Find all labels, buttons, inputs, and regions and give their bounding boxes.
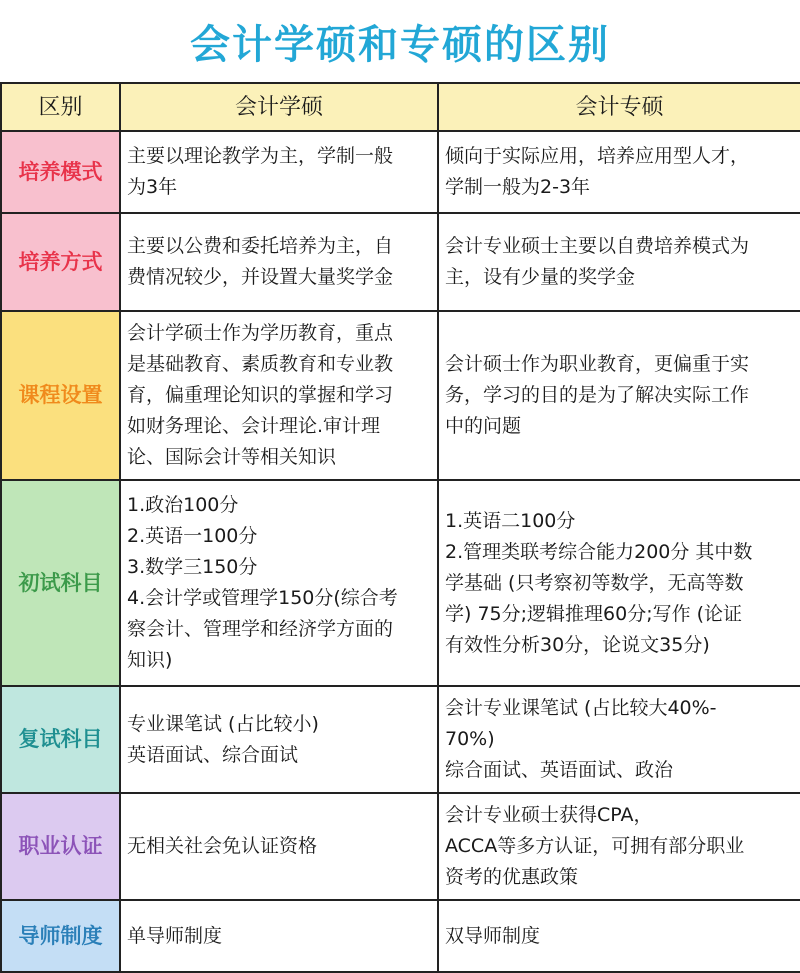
cell-text-line: 会计专业硕士获得CPA， [445, 804, 653, 826]
table-row-retest-subjects [1, 686, 800, 793]
table-row-curriculum [1, 311, 800, 480]
cell-text-line: 综合面试、英语面试、政治 [445, 759, 674, 781]
cell-text-line: 费情况较少，并设置大量奖学金 [127, 266, 394, 288]
cell-text-line: 察会计、管理学和经济学方面的 [127, 618, 394, 640]
table-header-row [1, 83, 800, 131]
cell-academic [120, 131, 438, 213]
header-professional-column: 会计专硕 [438, 83, 800, 131]
cell-text-line: 无相关社会免认证资格 [127, 835, 318, 857]
cell-text-line: 资考的优惠政策 [445, 866, 579, 888]
cell-academic [120, 686, 438, 793]
cell-academic [120, 480, 438, 686]
cell-academic [120, 793, 438, 900]
cell-text-line: 专业课笔试 (占比较小) [127, 712, 319, 735]
row-label: 培养模式 [1, 131, 120, 213]
cell-text-line: 主要以公费和委托培养为主，自 [127, 235, 394, 257]
cell-text-line: 2.管理类联考综合能力200分 其中数 [445, 540, 753, 563]
cell-professional [438, 900, 800, 972]
cell-text-line: 会计专业硕士主要以自费培养模式为 [445, 235, 750, 257]
cell-text-line: 学) 75分;逻辑推理60分;写作 (论证 [445, 602, 743, 625]
cell-text-line: 务，学习的目的是为了解决实际工作 [445, 384, 750, 406]
cell-text-line: 育，偏重理论知识的掌握和学习 [127, 384, 394, 406]
cell-academic [120, 311, 438, 480]
row-label: 初试科目 [1, 480, 120, 686]
cell-text-line: 知识) [127, 649, 173, 671]
cell-text-line: 有效性分析30分，论说文35分) [445, 633, 710, 656]
cell-professional [438, 213, 800, 311]
cell-professional [438, 686, 800, 793]
cell-text-line: 会计专业课笔试 (占比较大40%- [445, 697, 717, 719]
comparison-table [0, 82, 800, 973]
cell-text-line: 中的问题 [445, 415, 522, 437]
row-label: 课程设置 [1, 311, 120, 480]
cell-text-line: 单导师制度 [127, 924, 223, 947]
cell-text-line: 1.英语二100分 [445, 509, 576, 532]
cell-professional [438, 311, 800, 480]
cell-text-line: 3.数学三150分 [127, 556, 258, 578]
cell-text-line: ACCA等多方认证，可拥有部分职业 [445, 835, 745, 857]
row-label: 培养方式 [1, 213, 120, 311]
cell-text-line: 主，设有少量的奖学金 [445, 266, 636, 288]
table-row-supervisor-system [1, 900, 800, 972]
cell-text-line: 英语面试、综合面试 [127, 743, 299, 766]
cell-text-line: 1.政治100分 [127, 494, 239, 516]
cell-text-line: 会计学硕士作为学历教育，重点 [127, 322, 394, 344]
table-row-initial-exam [1, 480, 800, 686]
cell-academic [120, 900, 438, 972]
cell-text-line: 是基础教育、素质教育和专业教 [127, 353, 394, 375]
cell-text-line: 会计硕士作为职业教育，更偏重于实 [445, 353, 750, 375]
cell-text-line: 4.会计学或管理学150分(综合考 [127, 587, 398, 609]
page-title: 会计学硕和专硕的区别 [190, 21, 610, 68]
cell-professional [438, 131, 800, 213]
cell-professional [438, 793, 800, 900]
header-label-column: 区别 [1, 83, 120, 131]
cell-text-line: 倾向于实际应用，培养应用型人才， [445, 145, 750, 167]
cell-text-line: 为3年 [127, 176, 178, 198]
row-label: 导师制度 [1, 900, 120, 972]
cell-academic [120, 213, 438, 311]
row-label: 职业认证 [1, 793, 120, 900]
header-academic-column: 会计学硕 [120, 83, 438, 131]
cell-text-line: 2.英语一100分 [127, 525, 258, 547]
cell-text-line: 学基础 (只考察初等数学，无高等数 [445, 571, 744, 594]
cell-text-line: 主要以理论教学为主，学制一般 [127, 145, 394, 167]
table-row-training-mode [1, 131, 800, 213]
cell-text-line: 论、国际会计等相关知识 [127, 446, 337, 468]
cell-text-line: 70%) [445, 728, 495, 750]
cell-text-line: 如财务理论、会计理论.审计理 [127, 415, 381, 437]
table-row-certification [1, 793, 800, 900]
row-label: 复试科目 [1, 686, 120, 793]
cell-professional [438, 480, 800, 686]
cell-text-line: 双导师制度 [445, 924, 541, 947]
cell-text-line: 学制一般为2-3年 [445, 176, 591, 198]
table-row-training-method [1, 213, 800, 311]
